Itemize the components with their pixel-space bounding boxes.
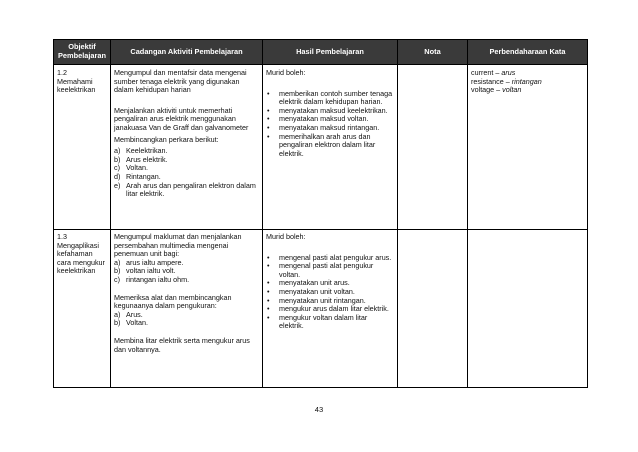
list-item: d) Rintangan. (114, 171, 161, 181)
vocabulary-cell (468, 65, 588, 230)
list-item: b) voltan ialtu volt. (114, 266, 176, 276)
list-item: a) Arus. (114, 309, 143, 319)
vocab-entry: current – arus (471, 68, 516, 77)
vocab-entry: resistance – rintangan (471, 76, 542, 86)
objective-line: kefahaman (57, 249, 93, 259)
activity-paragraph: Menjalankan aktiviti untuk memerhati pengaliran arus elektrik menggunakan janakuasa Van de Graff dan galvanometer (114, 105, 249, 132)
objective-line: Mengaplikasi (57, 240, 99, 250)
list-item: • mengukur arus dalam litar elektrik. (266, 305, 394, 314)
notes-cell (398, 65, 468, 230)
page-number: 43 (314, 405, 324, 414)
list-item: • mengenal pasti alat pengukur arus. (266, 254, 394, 263)
activity-list (114, 311, 259, 328)
objective-line: keelektrikan (57, 85, 96, 95)
list-item: • menyatakan maksud rintangan. (266, 124, 394, 133)
list-item: • menyatakan maksud keelektrikan. (266, 107, 394, 116)
list-item: a) arus ialtu ampere. (114, 257, 184, 267)
header-vocabulary: Perbendaharaan Kata (468, 40, 588, 65)
list-item: • memerihalkan arah arus dan pengaliran elektron dalam litar elektrik. (266, 133, 394, 159)
list-item: • memberikan contoh sumber tenaga elektrik dalam kehidupan harian. (266, 90, 394, 107)
list-item: c) rintangan ialtu ohm. (114, 274, 190, 284)
activity-paragraph: Mengumpul dan mentafsir data mengenai sumber tenaga elektrik yang digunakan dalam kehidupan harian (114, 68, 247, 95)
list-item: c) Voltan. (114, 163, 148, 173)
list-item: e) Arah arus dan pengaliran elektron dalam litar elektrik. (114, 180, 256, 199)
list-item: a) Keelektrikan. (114, 146, 168, 156)
activity-paragraph: Mengumpul maklumat dan menjalankan persembahan multimedia mengenai penemuan unit bagi: (114, 232, 242, 259)
outcomes-list (266, 90, 394, 159)
objective-line: cara mengukur (57, 257, 105, 267)
activity-list (114, 259, 259, 285)
list-item: b) Voltan. (114, 318, 148, 328)
header-outcomes: Hasil Pembelajaran (263, 40, 398, 65)
outcomes-intro: Murid boleh: (266, 232, 306, 241)
list-item: • menyatakan unit arus. (266, 279, 394, 288)
activity-paragraph: Membincangkan perkara berikut: (114, 134, 219, 144)
header-activities: Cadangan Aktiviti Pembelajaran (111, 40, 263, 65)
objective-cell (54, 230, 111, 388)
table-row (54, 230, 588, 388)
outcomes-list (266, 254, 394, 331)
objective-line: 1.2 (57, 68, 67, 77)
outcomes-intro: Murid boleh: (266, 68, 306, 77)
list-item: • menyatakan maksud voltan. (266, 115, 394, 124)
outcomes-cell (263, 230, 398, 388)
activity-paragraph: Memeriksa alat dan membincangkan kegunaanya dalam pengukuran: (114, 292, 232, 311)
list-item: • mengukur voltan dalam litar elektrik. (266, 314, 394, 331)
list-item: b) Arus elektrik. (114, 154, 168, 164)
notes-cell (398, 230, 468, 388)
list-item: • menyatakan unit voltan. (266, 288, 394, 297)
table-header-row (54, 40, 588, 65)
objective-line: 1.3 (57, 232, 67, 241)
activity-list (114, 147, 259, 199)
list-item: • mengenal pasti alat pengukur voltan. (266, 262, 394, 279)
header-notes: Nota (398, 40, 468, 65)
vocab-entry: voltage – voltan (471, 85, 522, 95)
activity-paragraph: Membina litar elektrik serta mengukur arus dan voltannya. (114, 335, 250, 354)
objective-cell (54, 65, 111, 230)
list-item: • menyatakan unit rintangan. (266, 297, 394, 306)
curriculum-table (53, 39, 588, 388)
vocabulary-cell (468, 230, 588, 388)
activities-cell (111, 65, 263, 230)
activities-cell (111, 230, 263, 388)
outcomes-cell (263, 65, 398, 230)
table-row (54, 65, 588, 230)
header-objective: Objektif Pembelajaran (54, 40, 111, 65)
objective-line: keelektrikan (57, 266, 96, 276)
objective-line: Memahami (57, 76, 93, 86)
